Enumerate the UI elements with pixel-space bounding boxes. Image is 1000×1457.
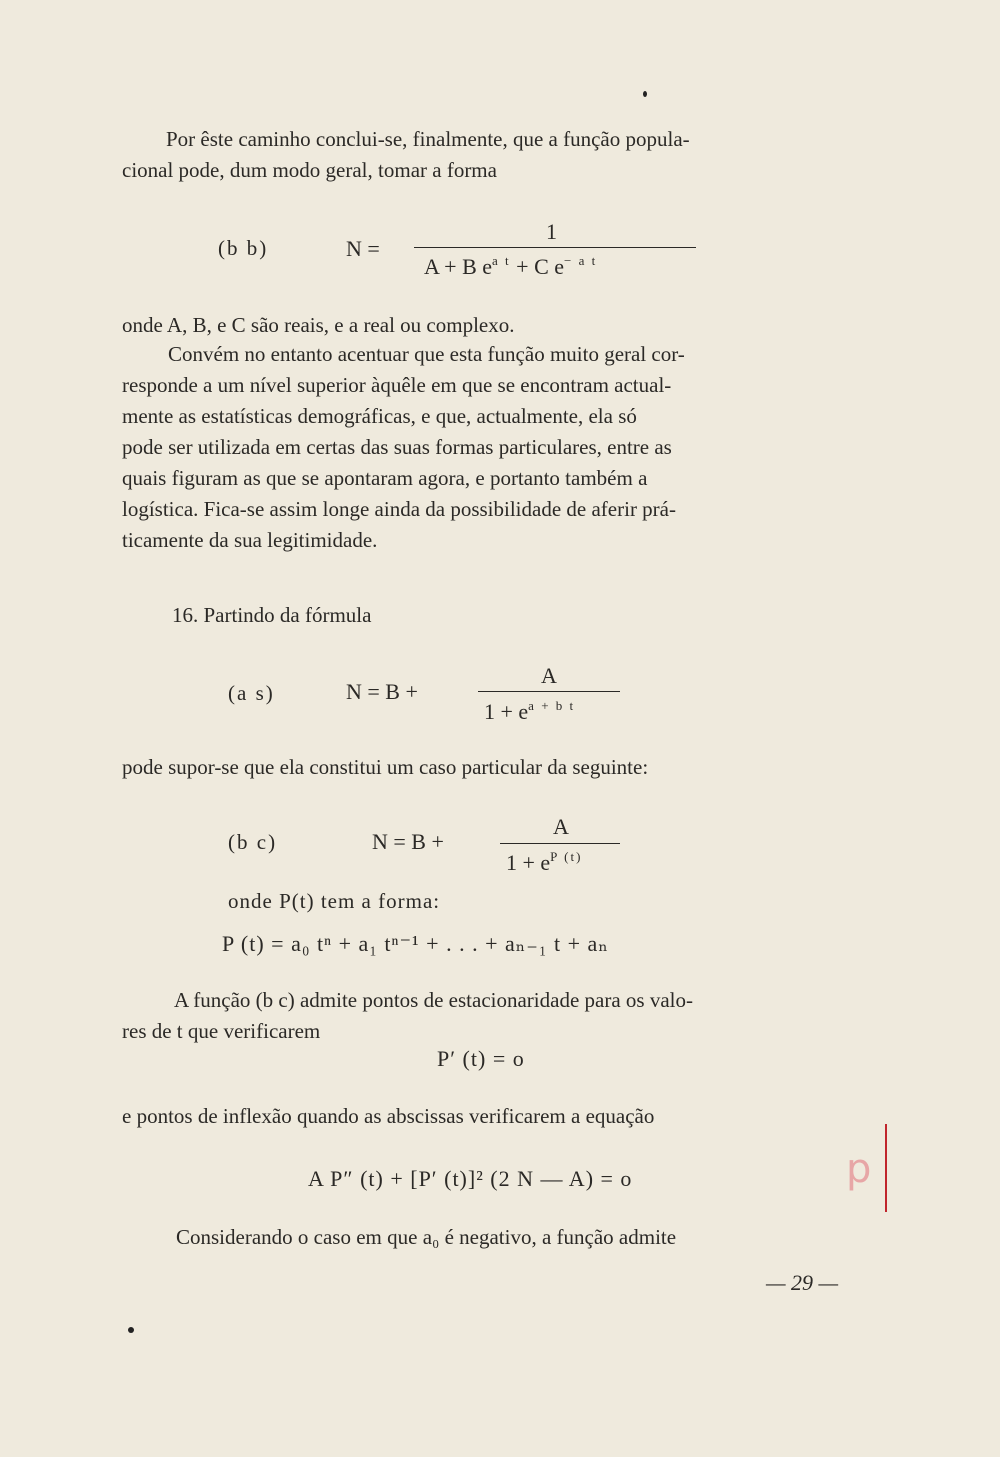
text-line: cional pode, dum modo geral, tomar a forma — [122, 158, 497, 182]
equation-as-lhs: N = B + — [346, 679, 418, 704]
exponent: a t — [492, 253, 511, 268]
text-line: Considerando o caso em que a₀ é negativo, a função admite — [176, 1225, 677, 1249]
text-line: quais figuram as que se apontaram agora, e portanto também a — [122, 466, 648, 490]
pencil-annotation: p — [846, 1146, 872, 1192]
text-line: 16. Partindo da fórmula — [172, 603, 372, 627]
den-part: 1 + e — [484, 699, 529, 724]
paragraph-where — [122, 310, 860, 341]
equation-as-numerator: A — [541, 663, 557, 688]
pencil-margin-line — [885, 1124, 887, 1212]
text-line: res de t que verificarem — [122, 1019, 321, 1043]
paragraph-inflection — [122, 1101, 860, 1132]
inflection-equation: A P″ (t) + [P′ (t)]² (2 N — A) = o — [308, 1166, 633, 1191]
fraction-bar — [478, 691, 620, 692]
text-line: logística. Fica-se assim longe ainda da possibilidade de aferir prá- — [122, 497, 676, 521]
polynomial-equation: P (t) = a₀ tⁿ + a₁ tⁿ⁻¹ + . . . + aₙ₋₁ t + aₙ — [222, 931, 609, 956]
equation-bb-lhs: N = — [346, 236, 380, 261]
paragraph-ptform — [228, 889, 440, 914]
text-line: onde A, B, e C são reais, e a real ou complexo. — [122, 313, 515, 337]
paragraph-comment — [122, 339, 860, 556]
equation-label-as: (a s) — [228, 681, 275, 705]
equation-bc-lhs: N = B + — [372, 829, 444, 854]
equation-bb-denominator — [424, 254, 597, 280]
text-line: Por êste caminho conclui-se, finalmente, que a função popula- — [166, 127, 690, 151]
exponent: P (t) — [550, 849, 583, 864]
paragraph-suppose — [122, 752, 860, 783]
paragraph-considering — [122, 1222, 860, 1253]
ink-dot-top — [643, 91, 647, 97]
text-line: pode ser utilizada em certas das suas formas particulares, entre as — [122, 435, 672, 459]
paragraph-intro — [122, 124, 860, 186]
page-number: — 29 — — [766, 1270, 839, 1295]
den-part: 1 + e — [506, 850, 551, 875]
text-line: A função (b c) admite pontos de estacionaridade para os valo- — [174, 988, 693, 1012]
equation-bc-denominator — [506, 850, 582, 876]
fraction-bar — [500, 843, 620, 844]
paragraph-stationarity — [122, 985, 860, 1047]
text-line: ticamente da sua legitimidade. — [122, 528, 378, 552]
equation-as-denominator — [484, 699, 575, 725]
den-part: A + B e — [424, 254, 493, 279]
equation-bb-numerator: 1 — [546, 219, 557, 244]
text-line: onde P(t) tem a forma: — [228, 889, 441, 913]
den-part: + C e — [510, 254, 565, 279]
text-line: mente as estatísticas demográficas, e que, actualmente, ela só — [122, 404, 637, 428]
derivative-equation: P′ (t) = o — [437, 1046, 525, 1071]
equation-label-bb: (b b) — [218, 236, 269, 260]
ink-dot-bottom — [128, 1327, 134, 1333]
equation-label-bc: (b c) — [228, 830, 278, 854]
text-line: Convém no entanto acentuar que esta função muito geral cor- — [168, 342, 685, 366]
text-line: responde a um nível superior àquêle em que se encontram actual- — [122, 373, 672, 397]
text-line: pode supor-se que ela constitui um caso particular da seguinte: — [122, 755, 649, 779]
fraction-bar — [414, 247, 696, 248]
text-line: e pontos de inflexão quando as abscissas verificarem a equação — [122, 1104, 655, 1128]
exponent: − a t — [564, 253, 598, 268]
exponent: a + b t — [528, 698, 576, 713]
equation-bc-numerator: A — [553, 814, 569, 839]
section-16-heading — [122, 600, 860, 631]
